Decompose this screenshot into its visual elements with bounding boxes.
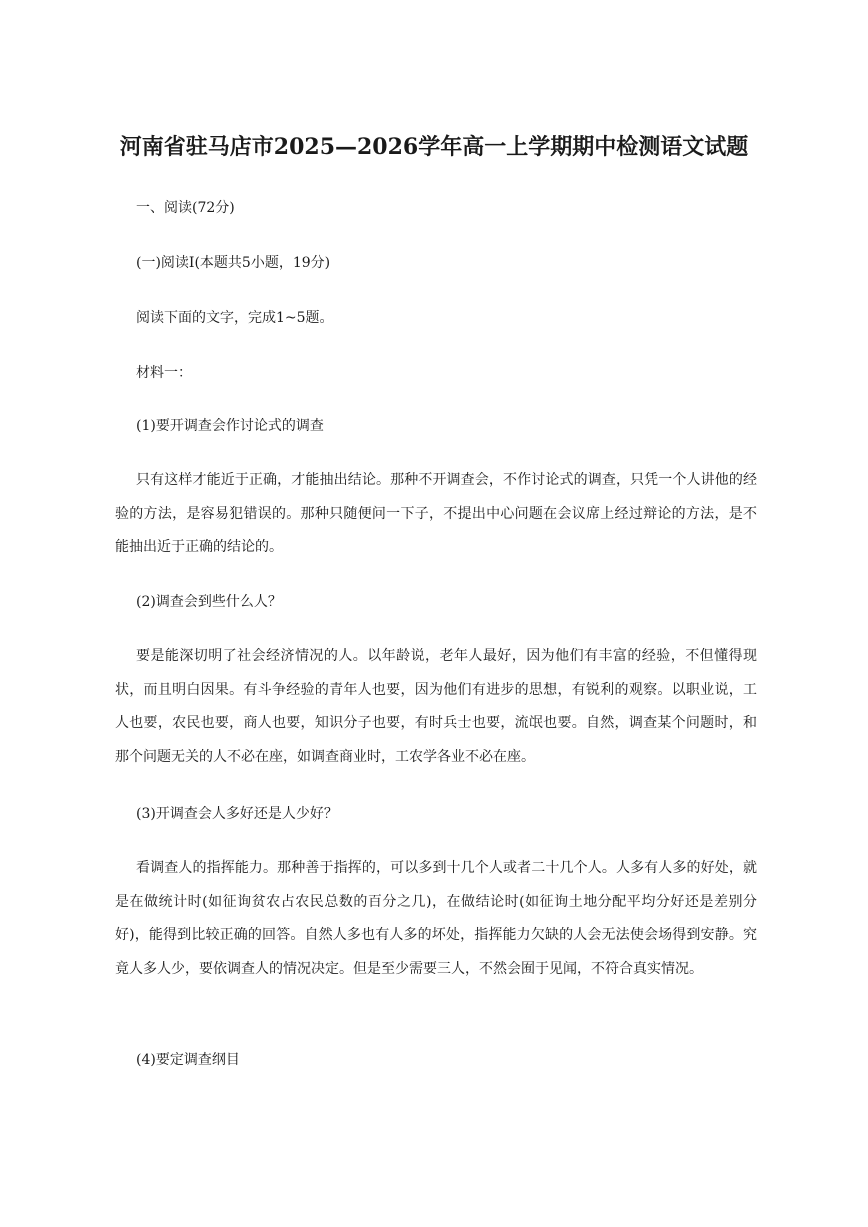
document-title: 河南省驻马店市2025—2026学年高一上学期期中检测语文试题: [119, 134, 749, 160]
material-label: 材料一：: [136, 365, 192, 381]
section-heading: 一、阅读(72分): [136, 200, 235, 216]
item-heading-1: (1)要开调查会作讨论式的调查: [136, 418, 324, 434]
item-heading-4: (4)要定调查纲目: [136, 1052, 240, 1068]
item-body-2: 要是能深切明了社会经济情况的人。以年龄说，老年人最好，因为他们有丰富的经验，不但懂得现状，而且明白因果。有斗争经验的青年人也要，因为他们有进步的思想，有锐利的观察。以职业说，工人也要，农民也要，商人也要，知识分子也要，有时兵士也要，流氓也要。自然，调查某个问题时，和那个问题无关的人不必在座，如调查商业时，工农学各业不必在座。: [115, 648, 757, 765]
item-heading-2: (2)调查会到些什么人？: [136, 594, 282, 610]
item-heading-3: (3)开调查会人多好还是人少好？: [136, 806, 338, 822]
item-body-1: 只有这样才能近于正确，才能抽出结论。那种不开调查会，不作讨论式的调查，只凭一个人讲他的经验的方法，是容易犯错误的。那种只随便问一下子，不提出中心问题在会议席上经过辩论的方法，是不能抽出近于正确的结论的。: [115, 472, 757, 555]
subsection-heading: (一)阅读I(本题共5小题，19分): [136, 255, 331, 271]
reading-instruction: 阅读下面的文字，完成1~5题。: [136, 310, 334, 326]
item-body-3: 看调查人的指挥能力。那种善于指挥的，可以多到十几个人或者二十几个人。人多有人多的好处，就是在做统计时(如征询贫农占农民总数的百分之几)，在做结论时(如征询土地分配平均分好还是差别分好)，能得到比较正确的回答。自然人多也有人多的坏处，指挥能力欠缺的人会无法使会场得到安静。究竟人多人少，要依调查人的情况决定。但是至少需要三人，不然会囿于见闻，不符合真实情况。: [115, 860, 757, 977]
